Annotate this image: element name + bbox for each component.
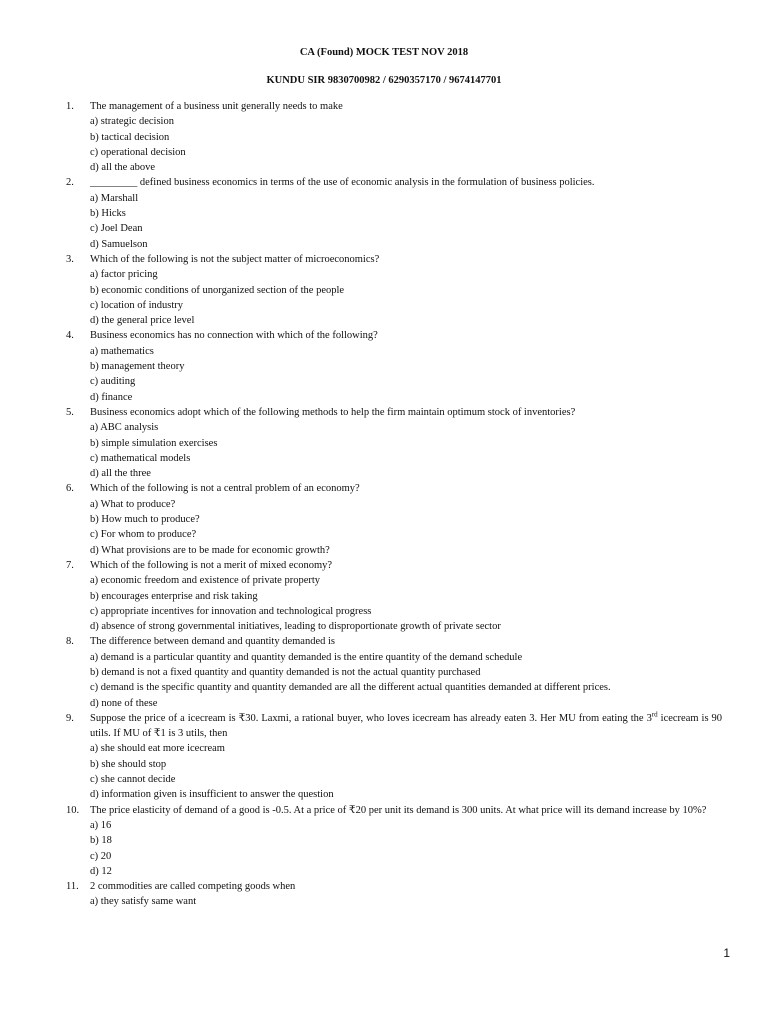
question-4: [0, 328, 768, 404]
option: b) 18: [90, 835, 112, 847]
contact-line: KUNDU SIR 9830700982 / 6290357170 / 9674147701: [266, 75, 502, 86]
option: c) Joel Dean: [90, 223, 143, 235]
option: a) 16: [90, 819, 112, 831]
question-number: 7.: [66, 559, 74, 571]
option: d) 12: [90, 865, 112, 877]
question-number: 10.: [66, 804, 80, 816]
ordinal-suffix: rd: [651, 710, 658, 719]
option: b) tactical decision: [90, 131, 170, 143]
option: b) Hicks: [90, 208, 126, 220]
question-text: Business economics has no connection with which of the following?: [90, 330, 378, 342]
question-number: 5.: [66, 406, 74, 418]
question-text-part: icecream is 90 utils. If MU of ₹1 is 3 utils, then: [90, 712, 723, 740]
option: b) How much to produce?: [90, 514, 200, 526]
question-text: Which of the following is not a merit of mixed economy?: [90, 559, 333, 571]
question-number: 9.: [66, 712, 74, 724]
question-9: [0, 711, 768, 803]
question-text: [90, 711, 722, 742]
option: a) strategic decision: [90, 116, 174, 128]
question-number: 8.: [66, 636, 74, 648]
option: d) information given is insufficient to answer the question: [90, 789, 334, 801]
question-text: Which of the following is not a central problem of an economy?: [90, 483, 360, 495]
question-8: [0, 634, 768, 710]
question-5: [0, 405, 768, 481]
option: c) appropriate incentives for innovation and technological progress: [90, 605, 372, 617]
question-text: Which of the following is not the subject matter of microeconomics?: [90, 253, 380, 265]
option: c) operational decision: [90, 146, 186, 158]
question-number: 11.: [66, 881, 79, 893]
question-1: [0, 99, 768, 175]
option: a) Marshall: [90, 192, 139, 204]
option: a) economic freedom and existence of private property: [90, 575, 321, 587]
option: b) economic conditions of unorganized section of the people: [90, 284, 345, 296]
question-list: [0, 99, 768, 910]
question-2: [0, 175, 768, 251]
option: b) encourages enterprise and risk taking: [90, 590, 258, 602]
option: a) factor pricing: [90, 269, 158, 281]
question-7: [0, 558, 768, 634]
question-text: _________ defined business economics in terms of the use of economic analysis in the formulation of business policies.: [90, 177, 595, 189]
option: b) simple simulation exercises: [90, 437, 218, 449]
question-text-part: Suppose the price of a icecream is ₹30. Laxmi, a rational buyer, who loves icecream has already eaten 3. Her MU from eating the 3: [90, 712, 652, 724]
option: a) What to produce?: [90, 498, 176, 510]
option: c) demand is the specific quantity and quantity demanded are all the different actual quantities demanded at different prices.: [90, 682, 611, 694]
question-10: [0, 803, 768, 879]
option: b) she should stop: [90, 758, 167, 770]
option: b) demand is not a fixed quantity and quantity demanded is not the actual quantity purchased: [90, 666, 481, 678]
question-number: 3.: [66, 253, 74, 265]
option: a) she should eat more icecream: [90, 743, 225, 755]
option: d) the general price level: [90, 315, 195, 327]
question-number: 6.: [66, 483, 74, 495]
test-title: CA (Found) MOCK TEST NOV 2018: [299, 47, 469, 58]
question-6: [0, 481, 768, 557]
question-number: 2.: [66, 177, 74, 189]
option: d) finance: [90, 391, 133, 403]
option: c) For whom to produce?: [90, 529, 197, 541]
option: a) they satisfy same want: [90, 896, 197, 908]
question-text: Business economics adopt which of the following methods to help the firm maintain optimum stock of inventories?: [90, 406, 576, 418]
option: c) auditing: [90, 376, 136, 388]
option: d) What provisions are to be made for economic growth?: [90, 544, 330, 556]
option: d) absence of strong governmental initiatives, leading to disproportionate growth of private sector: [90, 621, 501, 633]
option: d) Samuelson: [90, 238, 148, 250]
option: c) she cannot decide: [90, 774, 176, 786]
question-11: [0, 879, 768, 910]
option: b) management theory: [90, 361, 185, 373]
option: d) all the three: [90, 468, 151, 480]
question-text: The price elasticity of demand of a good is -0.5. At a price of ₹20 per unit its demand is 300 units. At what price will its demand increase by 10%?: [90, 804, 707, 816]
question-3: [0, 252, 768, 328]
option: c) mathematical models: [90, 452, 191, 464]
question-text: 2 commodities are called competing goods when: [90, 881, 296, 893]
question-text: The management of a business unit generally needs to make: [90, 101, 343, 112]
option: d) none of these: [90, 697, 158, 709]
option: c) 20: [90, 850, 112, 862]
option: a) mathematics: [90, 345, 154, 357]
question-number: 1.: [66, 101, 74, 112]
question-text: The difference between demand and quantity demanded is: [90, 636, 336, 648]
page-number: 1: [723, 946, 730, 960]
option: d) all the above: [90, 162, 156, 174]
option: a) demand is a particular quantity and quantity demanded is the entire quantity of the demand schedule: [90, 651, 523, 663]
option: c) location of industry: [90, 299, 184, 311]
question-number: 4.: [66, 330, 74, 342]
option: a) ABC analysis: [90, 422, 159, 434]
